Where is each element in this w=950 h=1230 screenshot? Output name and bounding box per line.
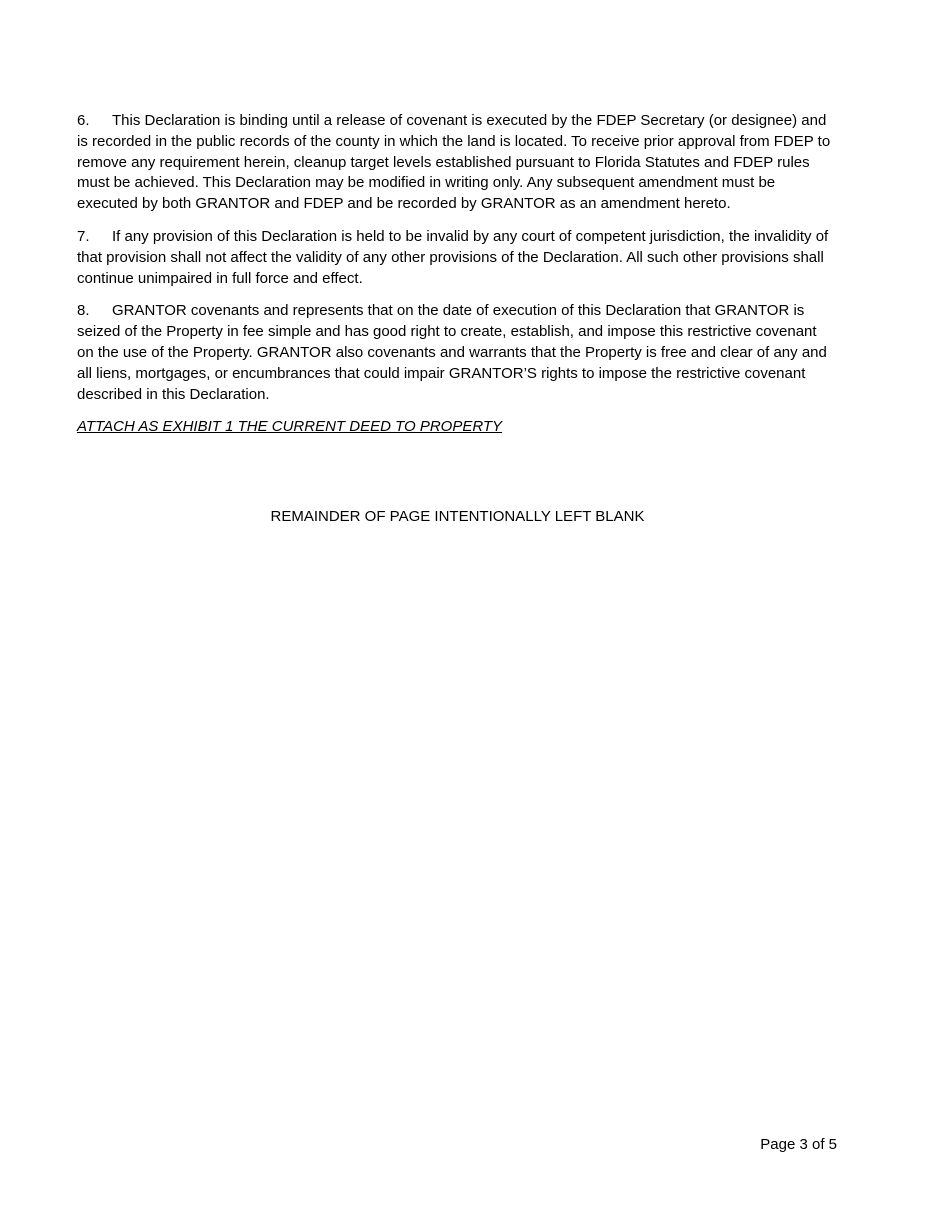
blank-page-notice: REMAINDER OF PAGE INTENTIONALLY LEFT BLANK xyxy=(270,508,645,525)
document-body xyxy=(77,111,835,438)
paragraph-text: GRANTOR covenants and represents that on the date of execution of this Declaration that GRANTOR is seized of the Property in fee simple and has good right to create, establish, and impose this restrictive covenant on the use of the Property. GRANTOR also covenants and warrants that the Property is free and clear of any and all liens, mortgages, or encumbrances that could impair GRANTOR’S rights to impose the restrictive covenant described in this Declaration. xyxy=(77,302,827,403)
paragraph-number: 6. xyxy=(77,112,90,129)
page-number: Page 3 of 5 xyxy=(760,1136,837,1153)
paragraph-number: 7. xyxy=(77,227,90,245)
paragraph-text: This Declaration is binding until a release of covenant is executed by the FDEP Secretary (or designee) and is recorded in the public records of the county in which the land is located. To receive prior approval from FDEP to remove any requirement herein, cleanup target levels established pursuant to Florida Statutes and FDEP rules must be achieved. This Declaration may be modified in writing only. Any subsequent amendment must be executed by both GRANTOR and FDEP and be recorded by GRANTOR as an amendment hereto. xyxy=(77,112,831,213)
paragraph-6 xyxy=(77,111,835,215)
exhibit-note: ATTACH AS EXHIBIT 1 THE CURRENT DEED TO PROPERTY xyxy=(77,418,503,436)
paragraph-number: 8. xyxy=(77,302,90,320)
paragraph-7 xyxy=(77,227,835,289)
paragraph-8 xyxy=(77,301,835,405)
paragraph-text: If any provision of this Declaration is held to be invalid by any court of competent jurisdiction, the invalidity of that provision shall not affect the validity of any other provisions of the Declaration. All such other provisions shall continue unimpaired in full force and effect. xyxy=(77,227,829,287)
